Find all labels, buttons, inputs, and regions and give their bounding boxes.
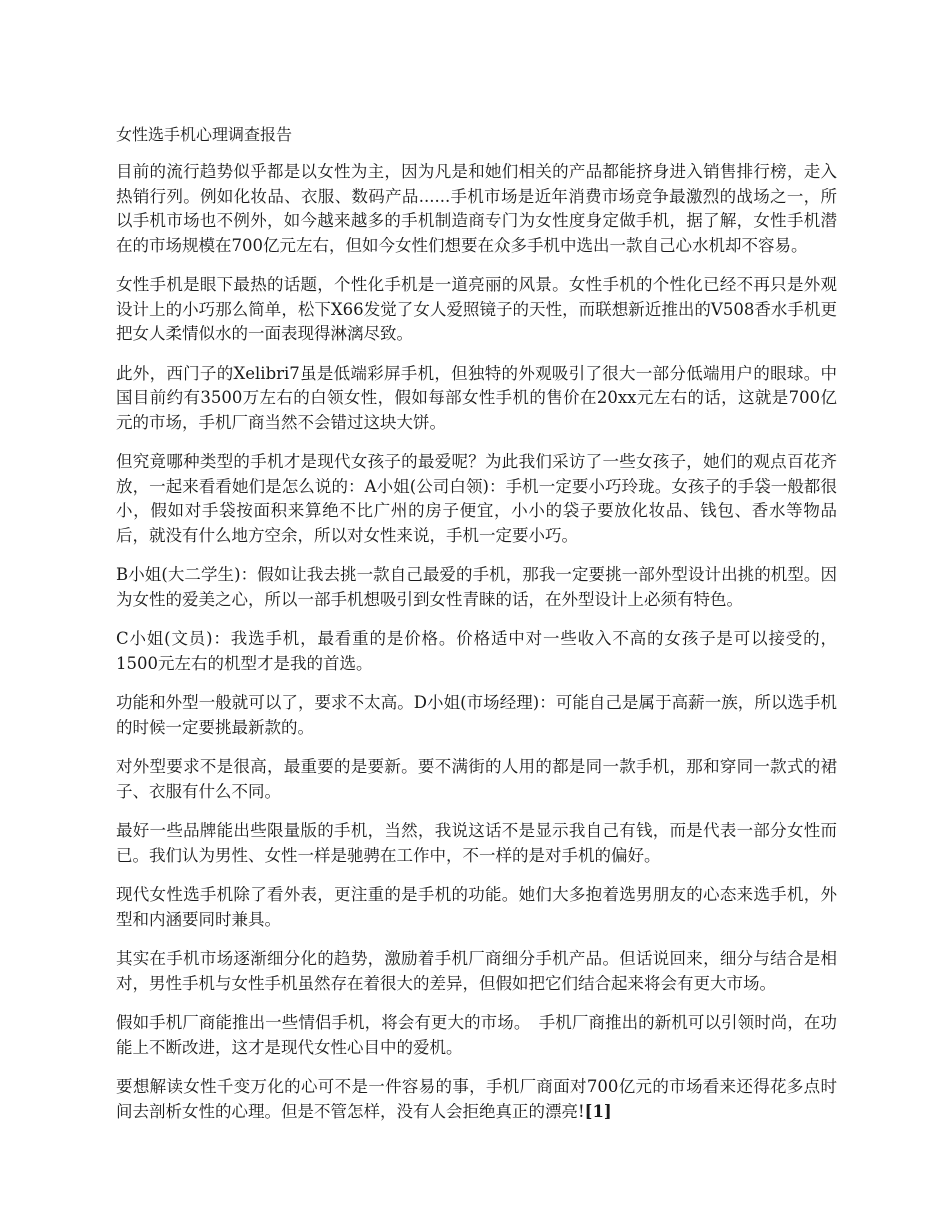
paragraph: B小姐(大二学生)：假如让我去挑一款自己最爱的手机，那我一定要挑一部外型设计出挑的机型。因为女性的爱美之心，所以一部手机想吸引到女性青睐的话，在外型设计上必须有特色。 [116, 565, 837, 609]
paragraph: 功能和外型一般就可以了，要求不太高。D小姐(市场经理)：可能自己是属于高薪一族，所以选手机的时候一定要挑最新款的。 [116, 693, 837, 737]
paragraph: 最好一些品牌能出些限量版的手机，当然，我说这话不是显示我自己有钱，而是代表一部分女性而已。我们认为男性、女性一样是驰骋在工作中，不一样的是对手机的偏好。 [116, 821, 837, 865]
footnote-reference[interactable]: [1] [584, 1101, 612, 1121]
paragraph-last-text: 要想解读女性千变万化的心可不是一件容易的事，手机厂商面对700亿元的市场看来还得花多点时间去剖析女性的心理。但是不管怎样，没有人会拒绝真正的漂亮! [116, 1077, 837, 1121]
paragraph: 其实在手机市场逐渐细分化的趋势，激励着手机厂商细分手机产品。但话说回来，细分与结合是相对，男性手机与女性手机虽然存在着很大的差异，但假如把它们结合起来将会有更大市场。 [116, 949, 837, 993]
paragraph: 女性手机是眼下最热的话题，个性化手机是一道亮丽的风景。女性手机的个性化已经不再只是外观设计上的小巧那么简单，松下X66发觉了女人爱照镜子的天性，而联想新近推出的V508香水手机更把女人柔情似水的一面表现得淋漓尽致。 [116, 275, 837, 343]
paragraph: 但究竟哪种类型的手机才是现代女孩子的最爱呢？为此我们采访了一些女孩子，她们的观点百花齐放，一起来看看她们是怎么说的：A小姐(公司白领)：手机一定要小巧玲珑。女孩子的手袋一般都很小，假如对手袋按面积来算绝不比广州的房子便宜，小小的袋子要放化妆品、钱包、香水等物品后，就没有什么地方空余，所以对女性来说，手机一定要小巧。 [116, 452, 837, 545]
paragraph: 对外型要求不是很高，最重要的是要新。要不满街的人用的都是同一款手机，那和穿同一款式的裙子、衣服有什么不同。 [116, 757, 837, 801]
paragraph: 目前的流行趋势似乎都是以女性为主，因为凡是和她们相关的产品都能挤身进入销售排行榜，走入热销行列。例如化妆品、衣服、数码产品......手机市场是近年消费市场竞争最激烈的战场之一，所以手机市场也不例外，如今越来越多的手机制造商专门为女性度身定做手机，据了解，女性手机潜在的市场规模在700亿元左右，但如今女性们想要在众多手机中选出一款自己心水机却不容易。 [116, 162, 837, 255]
paragraph: 现代女性选手机除了看外表，更注重的是手机的功能。她们大多抱着选男朋友的心态来选手机，外型和内涵要同时兼具。 [116, 885, 837, 929]
paragraph: 此外，西门子的Xelibri7虽是低端彩屏手机，但独特的外观吸引了很大一部分低端用户的眼球。中国目前约有3500万左右的白领女性，假如每部女性手机的售价在20xx元左右的话，这就是700亿元的市场，手机厂商当然不会错过这块大饼。 [116, 363, 837, 432]
document-title: 女性选手机心理调查报告 [116, 125, 293, 144]
paragraph-last [116, 1075, 837, 1124]
paragraph: C小姐(文员)：我选手机，最看重的是价格。价格适中对一些收入不高的女孩子是可以接受的，1500元左右的机型才是我的首选。 [116, 629, 837, 673]
paragraph: 假如手机厂商能推出一些情侣手机，将会有更大的市场。 手机厂商推出的新机可以引领时尚，在功能上不断改进，这才是现代女性心目中的爱机。 [116, 1013, 837, 1057]
